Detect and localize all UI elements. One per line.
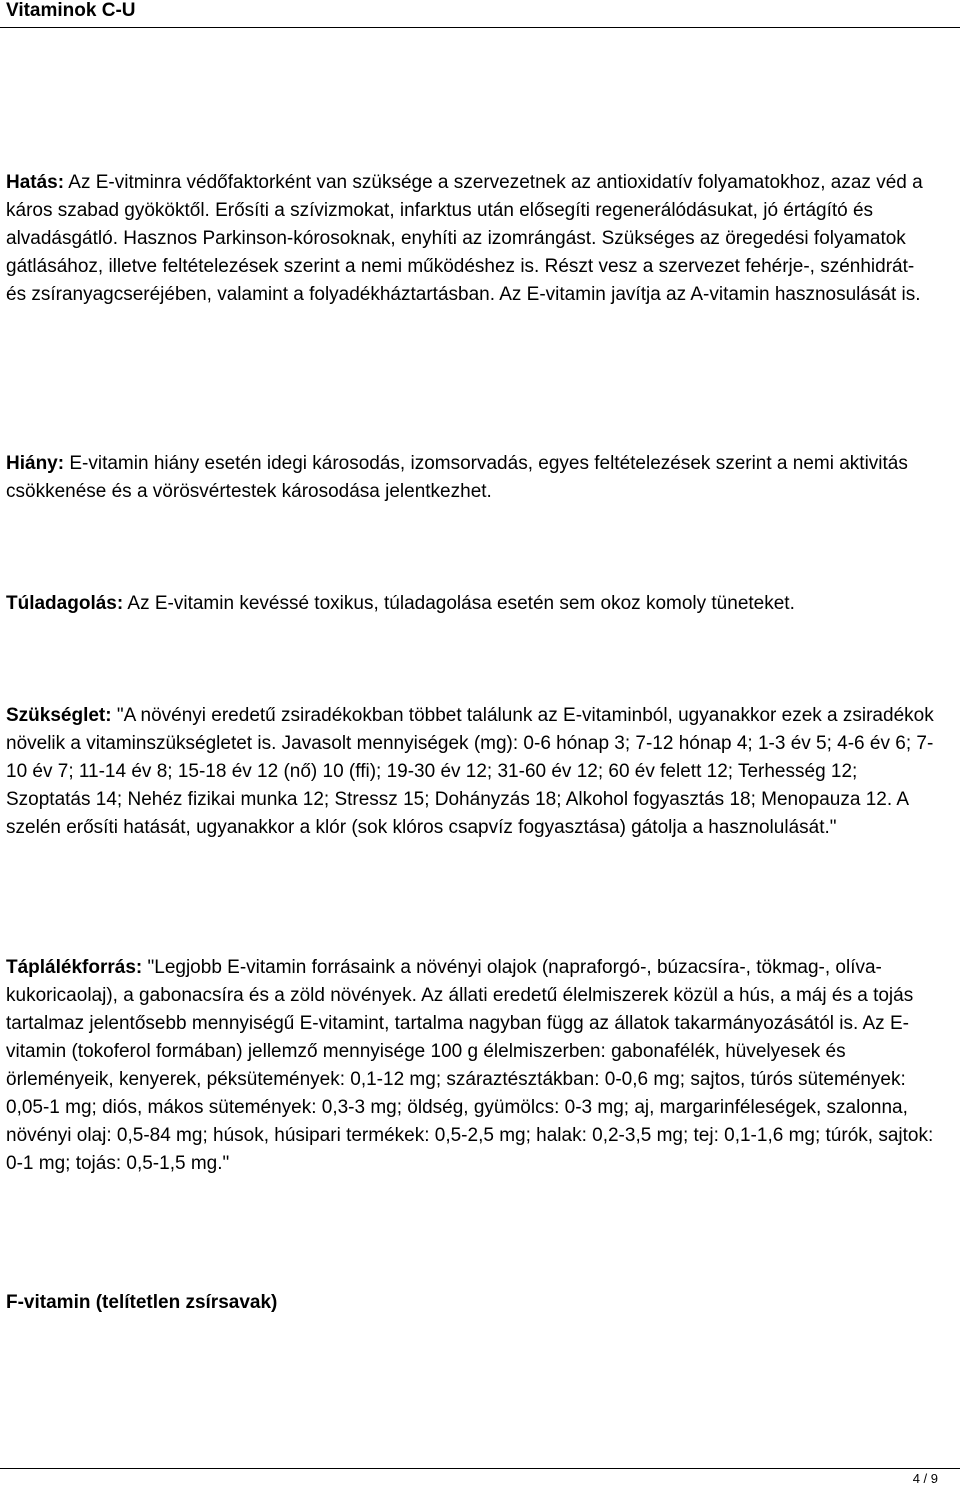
header-divider bbox=[0, 27, 960, 28]
next-section-heading: F-vitamin (telítetlen zsírsavak) bbox=[6, 1292, 278, 1313]
section-tuladagolas-label: Túladagolás: bbox=[6, 593, 124, 614]
section-tuladagolas bbox=[6, 590, 936, 618]
section-hatas-text: Az E-vitminra védőfaktorként van szüksége a szervezetnek az antioxidatív folyamatokhoz, azaz véd a káros szabad gyököktől. Erősíti a szívizmokat, infarktus után elősegíti regenerálódásukat, jó értágító és alvadásgátló. Hasznos Parkinson-kórosoknak, enyhíti az izomrángást. Szükséges az öregedési folyamatok gátlásához, illetve feltételezések szerint a nemi működéshez is. Részt vesz a szervezet fehérje-, szénhidrát- és zsíranyagcseréjében, valamint a folyadékháztartásban. Az E-vitamin javítja az A-vitamin hasznosulását is. bbox=[6, 172, 923, 305]
section-szukseglet-text: "A növényi eredetű zsiradékokban többet találunk az E-vitaminból, ugyanakkor ezek a zsiradékok növelik a vitaminszükségletet is. Javasolt mennyiségek (mg): 0-6 hónap 3; 7-12 hónap 4; 1-3 év 5; 4-6 év 6; 7-10 év 7; 11-14 év 8; 15-18 év 12 (nő) 10 (ffi); 19-30 év 12; 31-60 év 12; 60 év felett 12; Terhesség 12; Szoptatás 14; Nehéz fizikai munka 12; Stressz 15; Dohányzás 18; Alkohol fogyasztás 18; Menopauza 12. A szelén erősíti hatását, ugyanakkor a klór (sok klóros csapvíz fogyasztása) gátolja a hasznolulását." bbox=[6, 705, 934, 838]
page-header-title: Vitaminok C-U bbox=[6, 0, 136, 21]
footer-divider bbox=[0, 1468, 960, 1469]
section-hatas bbox=[6, 169, 936, 309]
section-taplalekforras-text: "Legjobb E-vitamin forrásaink a növényi olajok (napraforgó-, búzacsíra-, tökmag-, olíva- kukoricaolaj), a gabonacsíra és a zöld növények. Az állati eredetű élelmiszerek közül a hús, a máj és a tojás tartalmaz jelentősebb mennyiségű E-vitamint, tartalma nagyban függ az állatok takarmányozásától is. Az E-vitamin (tokoferol formában) jellemző mennyisége 100 g élelmiszerben: gabonafélék, hüvelyesek és örleményeik, kenyerek, péksütemények: 0,1-12 mg; száraztésztákban: 0-0,6 mg; sajtos, túrós sütemények: 0,05-1 mg; diós, mákos sütemények: 0,3-3 mg; öldség, gyümölcs: 0-3 mg; aj, margarinféleségek, szalonna, növényi olaj: 0,5-84 mg; húsok, húsipari termékek: 0,5-2,5 mg; halak: 0,2-3,5 mg; tej: 0,1-1,6 mg; túrók, sajtok: 0-1 mg; tojás: 0,5-1,5 mg." bbox=[6, 957, 934, 1174]
page-number: 4 / 9 bbox=[912, 1471, 938, 1486]
section-hiany-text: E-vitamin hiány esetén idegi károsodás, izomsorvadás, egyes feltételezések szerint a nemi aktivitás csökkenése és a vörösvértestek károsodása jelentkezhet. bbox=[6, 453, 908, 502]
section-szukseglet bbox=[6, 702, 936, 842]
section-tuladagolas-text: Az E-vitamin kevéssé toxikus, túladagolása esetén sem okoz komoly tüneteket. bbox=[123, 593, 795, 614]
section-hatas-label: Hatás: bbox=[6, 172, 65, 193]
section-taplalekforras bbox=[6, 954, 936, 1178]
section-hiany bbox=[6, 450, 936, 506]
section-taplalekforras-label: Táplálékforrás: bbox=[6, 957, 143, 978]
section-szukseglet-label: Szükséglet: bbox=[6, 705, 112, 726]
section-hiany-label: Hiány: bbox=[6, 453, 65, 474]
